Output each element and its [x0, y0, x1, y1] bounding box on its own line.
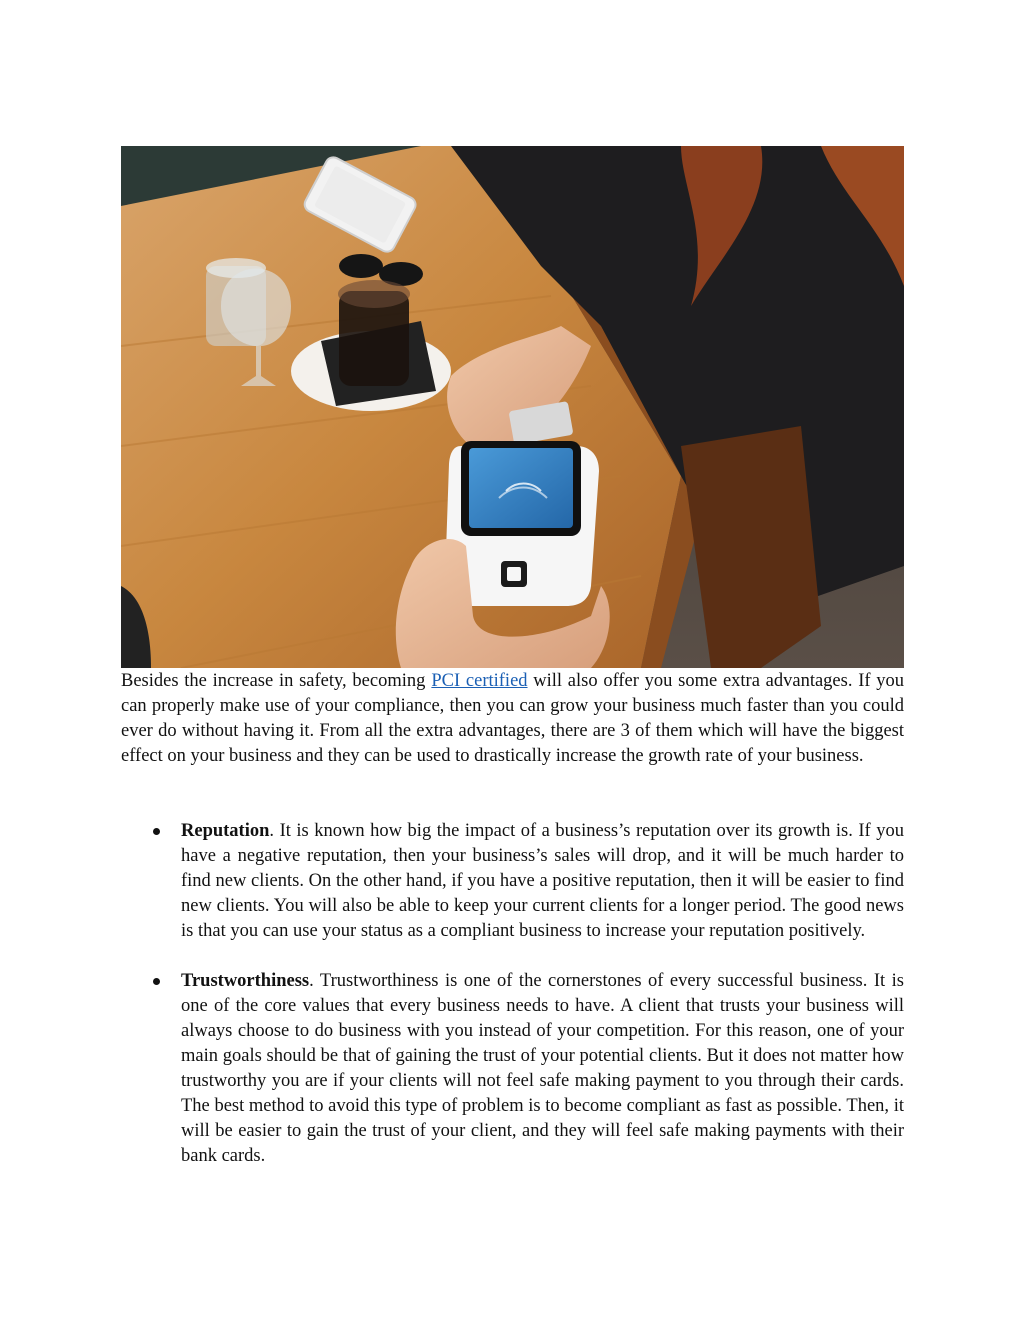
bullet-icon	[153, 978, 160, 985]
advantages-list	[121, 819, 904, 1194]
bullet-icon	[153, 828, 160, 835]
list-item-trustworthiness	[121, 969, 904, 1169]
list-item-reputation	[121, 819, 904, 944]
pci-certified-link[interactable]: PCI certified	[431, 671, 528, 691]
intro-text-after: will also offer you some extra advantages. If you can properly make use of your compliance, then you can grow your business much faster than you could ever do without having it. From all the extra advantages, there are 3 of them which will have the biggest effect on your business and they can be used to drastically increase the growth rate of your business.	[121, 671, 905, 766]
list-item-text: . It is known how big the impact of a business’s reputation over its growth is. If you have a negative reputation, then your business’s sales will drop, and it will be much harder to find new clients. On the other hand, if you have a positive reputation, then it will be easier to find new clients. You will also be able to keep your current clients for a longer period. The good news is that you can use your status as a compliant business to increase your reputation positively.	[181, 821, 904, 941]
intro-text-before: Besides the increase in safety, becoming	[121, 671, 426, 691]
list-item-title: Trustworthiness	[181, 971, 310, 991]
payment-terminal-photo	[121, 146, 904, 668]
list-item-text: . Trustworthiness is one of the cornerstones of every successful business. It is one of the core values that every business needs to have. A client that trusts your business will always choose to do business with you instead of your competition. For this reason, one of your main goals should be that of gaining the trust of your potential clients. But it does not matter how trustworthy you are if your clients will not feel safe making payment to you through their cards. The best method to avoid this type of problem is to become compliant as fast as possible. Then, it will be easier to gain the trust of your client, and they will feel safe making payments with their bank cards.	[181, 971, 904, 1166]
list-item-title: Reputation	[181, 821, 270, 841]
intro-paragraph	[121, 669, 904, 769]
